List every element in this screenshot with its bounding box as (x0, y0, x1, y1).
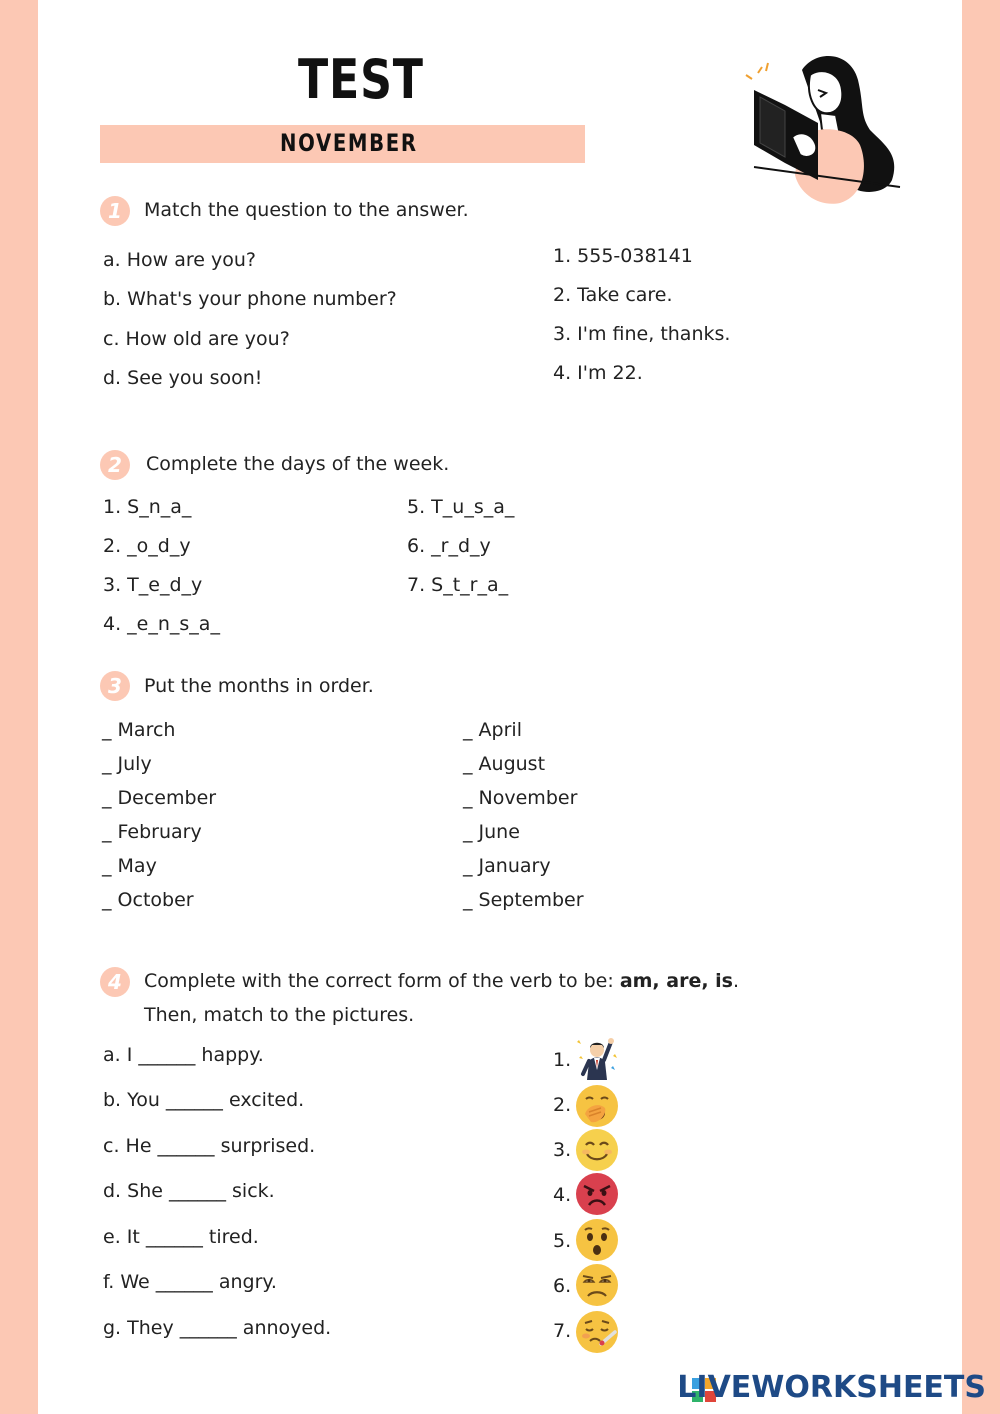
annoyed-face-icon (575, 1263, 619, 1307)
day-1: 1. S_n_a_ (103, 496, 192, 518)
section-3-instruction: Put the months in order. (144, 675, 374, 697)
month-left-5: _ May (102, 855, 157, 877)
question-c: c. How old are you? (103, 328, 290, 350)
smiling-face-icon (575, 1128, 619, 1172)
answer-3: 3. I'm fine, thanks. (553, 323, 731, 345)
month-right-2: _ August (463, 753, 546, 775)
section-4-instruction-line2: Then, match to the pictures. (144, 1004, 415, 1026)
sentence-e: e. It ______ tired. (103, 1226, 259, 1248)
day-7: 7. S_t_r_a_ (407, 574, 509, 596)
month-left-1: _ March (102, 719, 176, 741)
reading-woman-illustration (740, 45, 905, 210)
question-d: d. See you soon! (103, 367, 263, 389)
angry-face-icon (575, 1172, 619, 1216)
question-b: b. What's your phone number? (103, 288, 397, 310)
day-5: 5. T_u_s_a_ (407, 496, 515, 518)
sentence-d: d. She ______ sick. (103, 1180, 275, 1202)
page-title: TEST (298, 48, 424, 111)
answer-1: 1. 555-038141 (553, 245, 693, 267)
month-right-5: _ January (463, 855, 551, 877)
sentence-f: f. We ______ angry. (103, 1271, 277, 1293)
title-banner (100, 125, 585, 163)
section-4-instruction-suffix: . (733, 970, 740, 992)
month-left-4: _ February (102, 821, 202, 843)
picture-number-3: 3. (553, 1139, 572, 1161)
picture-number-5: 5. (553, 1230, 572, 1252)
sentence-a: a. I ______ happy. (103, 1044, 264, 1066)
question-a: a. How are you? (103, 249, 256, 271)
yawning-face-icon (575, 1084, 619, 1128)
month-left-3: _ December (102, 787, 217, 809)
month-left-2: _ July (102, 753, 152, 775)
picture-number-4: 4. (553, 1184, 572, 1206)
day-3: 3. T_e_d_y (103, 574, 203, 596)
section-2-instruction: Complete the days of the week. (146, 453, 450, 475)
month-right-1: _ April (463, 719, 522, 741)
liveworksheets-logo-text[interactable]: LIVEWORKSHEETS (677, 1370, 986, 1405)
section-4-instruction (144, 970, 739, 992)
day-4: 4. _e_n_s_a_ (103, 613, 220, 635)
page-subtitle: NOVEMBER (280, 129, 418, 157)
answer-4: 4. I'm 22. (553, 362, 643, 384)
picture-number-1: 1. (553, 1049, 572, 1071)
sentence-c: c. He ______ surprised. (103, 1135, 316, 1157)
month-right-4: _ June (463, 821, 520, 843)
section-2-number: 2 (100, 450, 130, 480)
sentence-g: g. They ______ annoyed. (103, 1317, 332, 1339)
month-right-3: _ November (463, 787, 578, 809)
right-border-band (962, 0, 1000, 1414)
day-6: 6. _r_d_y (407, 535, 491, 557)
picture-number-7: 7. (553, 1320, 572, 1342)
section-1-number: 1 (100, 196, 130, 226)
left-border-band (0, 0, 38, 1414)
excited-person-icon (573, 1034, 621, 1082)
answer-2: 2. Take care. (553, 284, 673, 306)
verb-forms: am, are, is (619, 970, 733, 992)
month-right-6: _ September (463, 889, 584, 911)
sentence-b: b. You ______ excited. (103, 1089, 305, 1111)
section-3-number: 3 (100, 671, 130, 701)
section-4-instruction-prefix: Complete with the correct form of the verb to be: (144, 970, 620, 992)
section-4-number: 4 (100, 967, 130, 997)
picture-number-2: 2. (553, 1094, 572, 1116)
sick-face-icon (575, 1310, 619, 1354)
month-left-6: _ October (102, 889, 194, 911)
section-1-instruction: Match the question to the answer. (144, 199, 469, 221)
day-2: 2. _o_d_y (103, 535, 191, 557)
surprised-face-icon (575, 1218, 619, 1262)
picture-number-6: 6. (553, 1275, 572, 1297)
